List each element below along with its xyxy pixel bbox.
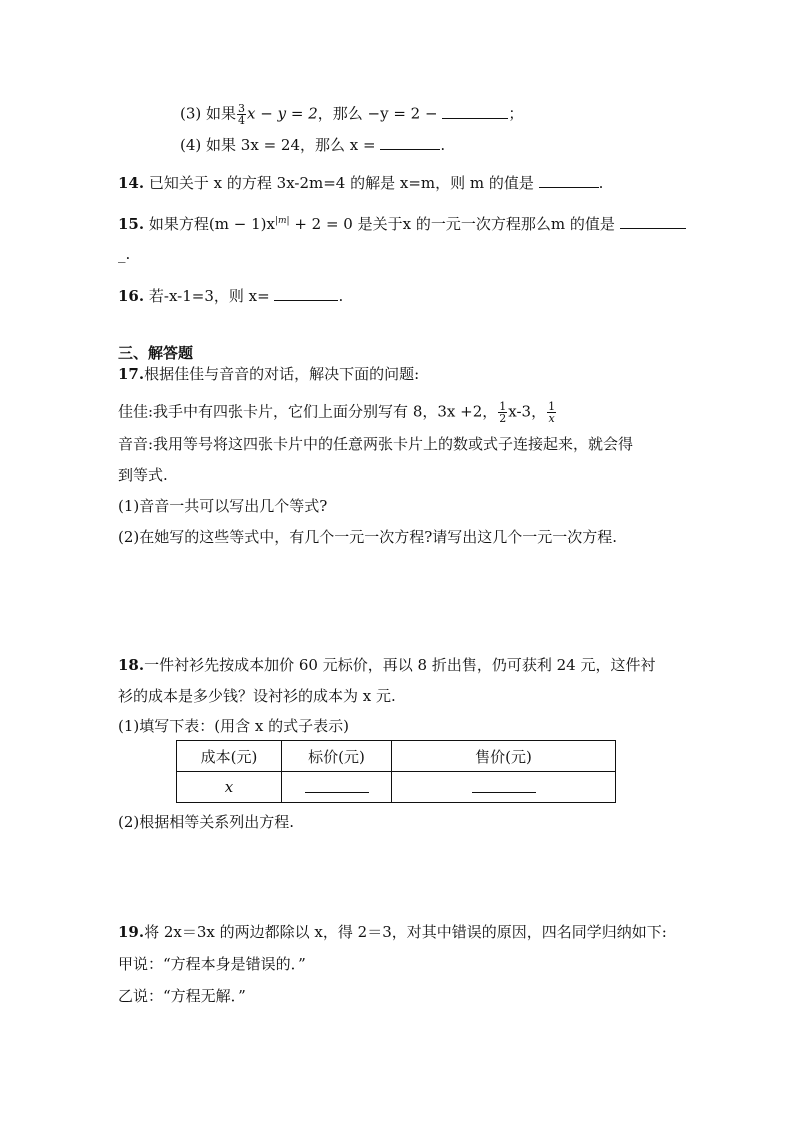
q17-part2: (2)在她写的这些等式中，有几个一元一次方程?请写出这几个一元一次方程. [118, 528, 618, 546]
q13-item3: (3) 如果 $\frac{3}{4}$ x − y = 2，那么 −y = 2 − ； [180, 102, 524, 127]
answer-blank[interactable] [380, 135, 440, 150]
table-header: 标价(元) [282, 741, 392, 772]
table-cell: x [177, 772, 282, 803]
q17-yinyin-line2: 到等式. [118, 466, 168, 484]
question-16: 16. 若-x-1=3，则 x= . [118, 287, 344, 305]
fraction-1-x: $\frac{1}{x}$ [548, 400, 556, 425]
question-17-intro: 17.根据佳佳与音音的对话，解决下面的问题: [118, 365, 420, 383]
table-row [177, 772, 616, 803]
table-cell[interactable] [392, 772, 616, 803]
answer-blank[interactable] [442, 104, 508, 119]
fraction-1-2: $\frac{1}{2}$ [499, 400, 507, 425]
q18-part2: (2)根据相等关系列出方程. [118, 813, 295, 831]
q13-item4: (4) 如果 3x = 24，那么 x = . [180, 136, 446, 154]
answer-blank[interactable] [274, 286, 338, 301]
answer-blank[interactable] [620, 214, 686, 229]
q17-jiajia: 佳佳:我手中有四张卡片，它们上面分别写有 8，3x +2， $\frac{1}{2}$ x-3， $\frac{1}{x}$ [118, 400, 556, 425]
table-cell[interactable] [282, 772, 392, 803]
answer-blank[interactable] [539, 173, 599, 188]
question-19-line1: 19.将 2x＝3x 的两边都除以 x，得 2＝3，对其中错误的原因，四名同学归纳如下: [118, 923, 667, 941]
section-title: 三、解答题 [118, 344, 194, 362]
q18-table [176, 740, 616, 803]
table-header: 成本(元) [177, 741, 282, 772]
question-14: 14. 已知关于 x 的方程 3x-2m=4 的解是 x=m，则 m 的值是 . [118, 174, 604, 192]
question-15-continuation: _. [118, 245, 131, 263]
question-15: 15. 如果方程$(m - 1)x^{|m|} + 2 = 0$ 是关于x 的一元一次方程那么m 的值是 [118, 211, 686, 234]
fraction-3-4: $\frac{3}{4}$ [238, 102, 246, 127]
answer-blank[interactable] [472, 778, 536, 793]
question-18-line2: 衫的成本是多少钱？设衬衫的成本为 x 元. [118, 687, 396, 705]
q19-jia: 甲说：“方程本身是错误的．” [118, 955, 306, 973]
question-18-line1: 18.一件衬衫先按成本加价 60 元标价，再以 8 折出售，仍可获利 24 元，这件衬 [118, 656, 656, 674]
q17-part1: (1)音音一共可以写出几个等式? [118, 497, 328, 515]
q17-yinyin-line1: 音音:我用等号将这四张卡片中的任意两张卡片上的数或式子连接起来，就会得 [118, 435, 634, 453]
q18-part1: (1)填写下表：(用含 x 的式子表示) [118, 717, 349, 735]
table-header: 售价(元) [392, 741, 616, 772]
q19-yi: 乙说：“方程无解．” [118, 987, 246, 1005]
answer-blank[interactable] [305, 778, 369, 793]
table-header-row [177, 741, 616, 772]
